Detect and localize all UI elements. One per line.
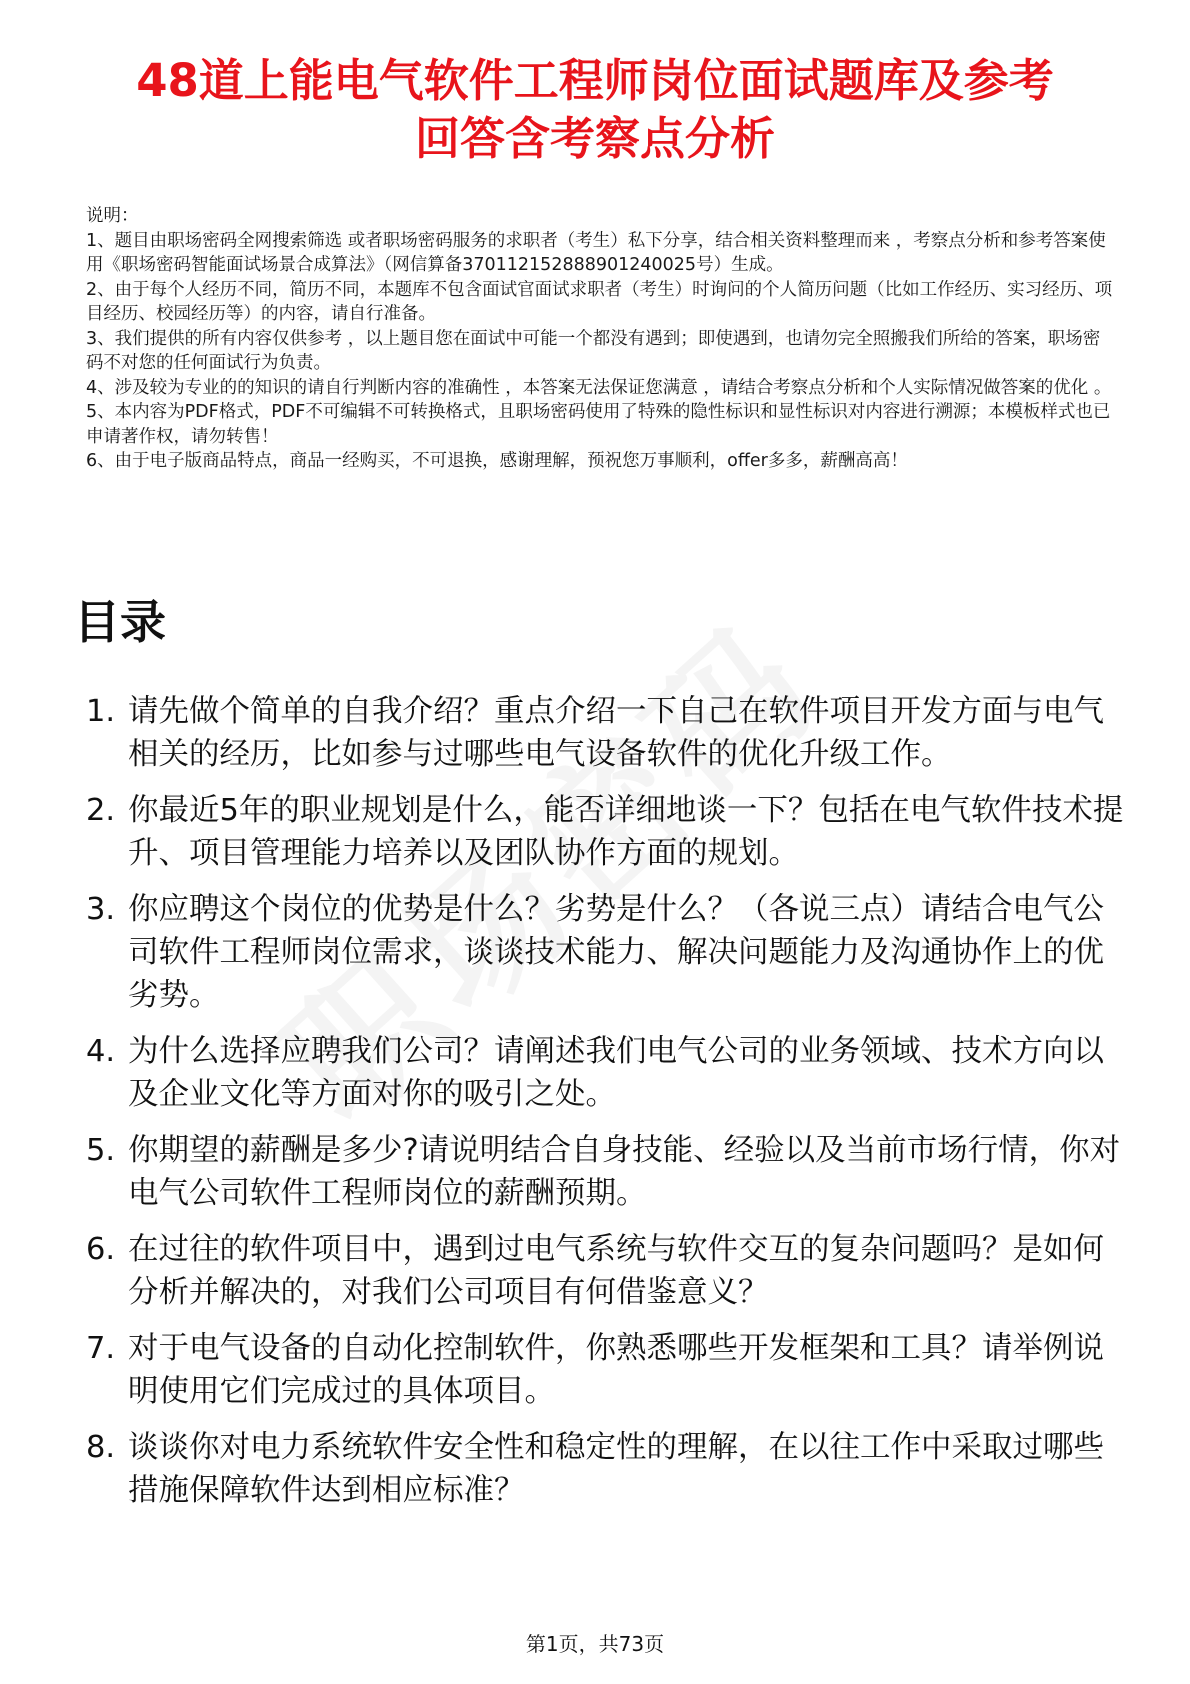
toc-item-text: 谈谈你对电力系统软件安全性和稳定性的理解，在以往工作中采取过哪些措施保障软件达到相应标准？ [128,1430,1104,1508]
notes-heading: 说明： [86,206,139,226]
toc-item-text: 你期望的薪酬是多少?请说明结合自身技能、经验以及当前市场行情，你对电气公司软件工程师岗位的薪酬预期。 [128,1133,1121,1211]
toc-item [86,1030,1126,1116]
toc-item [86,1228,1126,1314]
toc-item-number: 4. [86,1034,116,1069]
toc-item-text: 你应聘这个岗位的优势是什么？劣势是什么？（各说三点）请结合电气公司软件工程师岗位需求，谈谈技术能力、解决问题能力及沟通协作上的优劣势。 [128,892,1104,1013]
toc-item [86,690,1126,776]
toc-item-number: 6. [86,1232,116,1267]
document-title-line-2: 回答含考察点分析 [414,112,775,165]
note-item: 1、题目由职场密码全网搜索筛选 或者职场密码服务的求职者（考生）私下分享，结合相关资料整理而来 ，考察点分析和参考答案使用《职场密码智能面试场景合成算法》（网信算备370112152888901240025号）生成。 [86,230,1106,275]
note-item: 3、我们提供的所有内容仅供参考 ，以上题目您在面试中可能一个都没有遇到；即使遇到，也请勿完全照搬我们所给的答案，职场密码不对您的任何面试行为负责。 [86,328,1101,373]
toc-list [86,690,1126,1525]
toc-item-text: 为什么选择应聘我们公司？请阐述我们电气公司的业务领域、技术方向以及企业文化等方面对你的吸引之处。 [128,1034,1104,1112]
toc-item-text: 对于电气设备的自动化控制软件，你熟悉哪些开发框架和工具？请举例说明使用它们完成过的具体项目。 [128,1331,1104,1409]
toc-item [86,1327,1126,1413]
note-item: 4、涉及较为专业的的知识的请自行判断内容的准确性 ，本答案无法保证您满意 ，请结合考察点分析和个人实际情况做答案的优化 。 [86,377,1112,398]
toc-item-number: 2. [86,793,116,828]
toc-item-number: 7. [86,1331,116,1366]
toc-item [86,888,1126,1017]
toc-item-number: 8. [86,1430,116,1465]
note-item: 2、由于每个人经历不同，简历不同，本题库不包含面试官面试求职者（考生）时询问的个人简历问题（比如工作经历、实习经历、项目经历、校园经历等）的内容，请自行准备。 [86,279,1113,324]
notes-section [86,204,1116,474]
document-title-line-1: 48道上能电气软件工程师岗位面试题库及参考 [136,54,1054,107]
toc-item [86,1426,1126,1512]
toc-item-number: 1. [86,694,116,729]
document-title [70,52,1120,168]
note-item: 6、由于电子版商品特点，商品一经购买，不可退换，感谢理解，预祝您万事顺利，offer多多，薪酬高高！ [86,451,908,471]
note-item: 5、本内容为PDF格式，PDF不可编辑不可转换格式，且职场密码使用了特殊的隐性标识和显性标识对内容进行溯源；本模板样式也已申请著作权，请勿转售！ [86,402,1111,447]
toc-item-text: 你最近5年的职业规划是什么，能否详细地谈一下？包括在电气软件技术提升、项目管理能力培养以及团队协作方面的规划。 [128,793,1124,871]
toc-heading: 目录 [74,595,166,649]
toc-item-text: 请先做个简单的自我介绍？重点介绍一下自己在软件项目开发方面与电气相关的经历，比如参与过哪些电气设备软件的优化升级工作。 [128,694,1104,772]
toc-item-number: 5. [86,1133,116,1168]
toc-item [86,789,1126,875]
toc-item-number: 3. [86,892,116,927]
page-number: 第1页，共73页 [525,1632,665,1656]
toc-item [86,1129,1126,1215]
toc-item-text: 在过往的软件项目中，遇到过电气系统与软件交互的复杂问题吗？是如何分析并解决的，对我们公司项目有何借鉴意义？ [128,1232,1104,1310]
